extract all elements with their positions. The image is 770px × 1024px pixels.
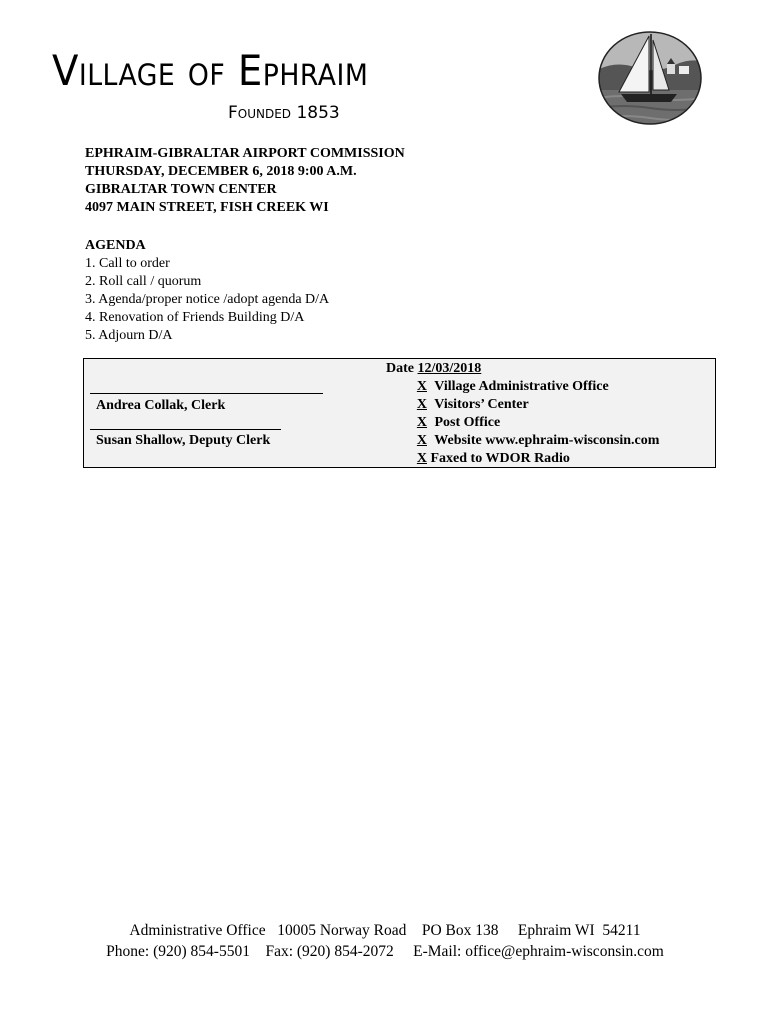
village-name: Village of Ephraim [52,46,369,95]
posting-mark: X [416,397,427,412]
posting-location-label: Post Office [434,415,501,430]
founded-text: Founded 1853 [228,103,340,123]
posting-location-label: Visitors’ Center [434,397,529,412]
letterhead-title [52,46,369,95]
clerk-signature-line [90,393,323,394]
clerk-name: Andrea Collak, Clerk [96,398,226,413]
agenda-item: 1. Call to order [85,256,170,271]
agenda-section [85,237,329,345]
agenda-item: 4. Renovation of Friends Building D/A [85,310,305,325]
agenda-title: AGENDA [85,238,146,253]
posting-location [386,396,659,414]
posting-mark: X [416,433,427,448]
posting-notice-box [83,358,716,468]
footer-contact: Phone: (920) 854-5501 Fax: (920) 854-2072 E-Mail: office@ephraim-wisconsin.com [106,943,664,960]
posting-location-label: Faxed to WDOR Radio [430,451,570,466]
meeting-header [85,145,405,217]
agenda-item: 2. Roll call / quorum [85,274,202,289]
posting-locations [386,360,659,468]
footer-address: Administrative Office 10005 Norway Road PO Box 138 Ephraim WI 54211 [129,922,641,939]
posting-date-label: Date [386,361,414,376]
meeting-datetime: THURSDAY, DECEMBER 6, 2018 9:00 A.M. [85,164,357,179]
posting-date [386,360,659,378]
founded-line [228,105,340,122]
agenda-item: 5. Adjourn D/A [85,328,173,343]
posting-mark: X [416,379,427,394]
deputy-clerk-signature-line [90,429,281,430]
posting-mark: X [416,451,427,466]
posting-location [386,414,659,432]
posting-location [386,432,659,450]
sailboat-logo-icon [597,30,703,126]
commission-name: EPHRAIM-GIBRALTAR AIRPORT COMMISSION [85,146,405,161]
agenda-item: 3. Agenda/proper notice /adopt agenda D/A [85,292,330,307]
meeting-address: 4097 MAIN STREET, FISH CREEK WI [85,200,329,215]
posting-location [386,450,659,468]
posting-mark: X [416,415,427,430]
posting-location-label: Website www.ephraim-wisconsin.com [434,433,660,448]
deputy-clerk-name: Susan Shallow, Deputy Clerk [96,433,271,448]
posting-location-label: Village Administrative Office [434,379,609,394]
meeting-venue: GIBRALTAR TOWN CENTER [85,182,277,197]
posting-location [386,378,659,396]
posting-date-value: 12/03/2018 [417,361,482,376]
